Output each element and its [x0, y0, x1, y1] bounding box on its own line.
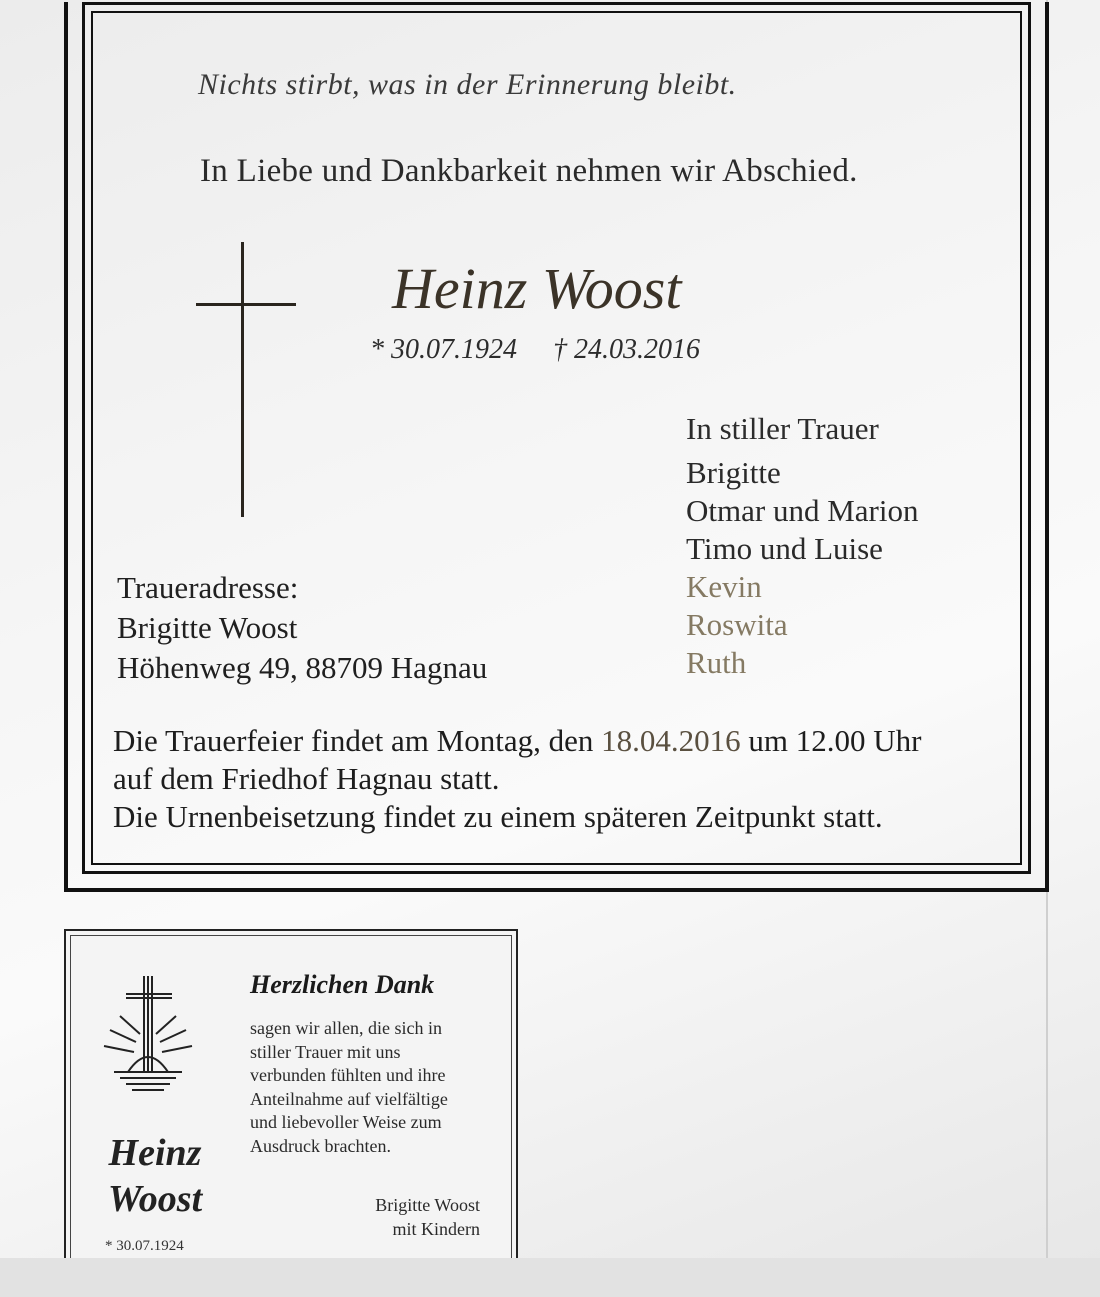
thanks-line: und liebevoller Weise zum	[250, 1112, 442, 1132]
mourner-name: Otmar und Marion	[686, 493, 919, 528]
thanks-line: Anteilnahme auf vielfältige	[250, 1088, 448, 1109]
cross-sunrise-icon	[100, 972, 196, 1098]
card-birth-date: * 30.07.1924	[105, 1238, 184, 1254]
thanks-line: Ausdruck brachten.	[250, 1135, 391, 1156]
address-street: Höhenweg 49, 88709 Hagnau	[117, 650, 488, 685]
mourners-block	[686, 410, 918, 682]
address-label: Traueradresse:	[117, 570, 299, 605]
death-date: † 24.03.2016	[553, 334, 700, 365]
ceremony-line-3: Die Urnenbeisetzung findet zu einem späteren Zeitpunkt statt.	[113, 799, 883, 834]
ceremony-line-2: auf dem Friedhof Hagnau statt.	[113, 761, 500, 796]
thanks-line: sagen wir allen, die sich in	[250, 1018, 442, 1038]
card-deceased-name	[98, 1130, 212, 1222]
ceremony-prefix: Die Trauerfeier findet am Montag, den	[113, 723, 602, 758]
thanks-body	[250, 1017, 448, 1158]
ceremony-info	[113, 722, 921, 836]
thanks-heading: Herzlichen Dank	[250, 970, 435, 999]
birth-date: * 30.07.1924	[370, 334, 517, 365]
signature-line: Brigitte Woost	[375, 1195, 480, 1215]
mourner-name: Roswita	[686, 607, 788, 642]
life-dates	[370, 334, 700, 366]
address-name: Brigitte Woost	[117, 610, 298, 645]
screen-bottom-edge	[0, 1258, 1100, 1297]
ceremony-time: um 12.00 Uhr	[740, 723, 922, 758]
ceremony-date: 18.04.2016	[601, 723, 741, 758]
signature-line: mit Kindern	[392, 1219, 480, 1239]
mourning-address	[117, 568, 487, 688]
mourners-heading: In stiller Trauer	[686, 411, 879, 446]
card-last-name: Woost	[107, 1178, 203, 1220]
memorial-quote: Nichts stirbt, was in der Erinnerung bleibt.	[198, 68, 737, 101]
farewell-line: In Liebe und Dankbarkeit nehmen wir Abschied.	[200, 153, 858, 189]
mourner-name: Kevin	[686, 569, 762, 604]
thanks-line: stiller Trauer mit uns	[250, 1041, 401, 1062]
thanks-signature	[356, 1193, 480, 1241]
cross-icon-bar	[196, 303, 296, 306]
ceremony-line-1	[113, 722, 921, 760]
thanks-line: verbunden fühlten und ihre	[250, 1065, 446, 1085]
cross-icon	[241, 242, 244, 517]
mourner-name: Timo und Luise	[686, 531, 883, 566]
mourner-name: Ruth	[686, 645, 747, 680]
card-first-name: Heinz	[108, 1132, 202, 1174]
deceased-name: Heinz Woost	[392, 256, 682, 321]
mourner-name: Brigitte	[686, 455, 781, 490]
